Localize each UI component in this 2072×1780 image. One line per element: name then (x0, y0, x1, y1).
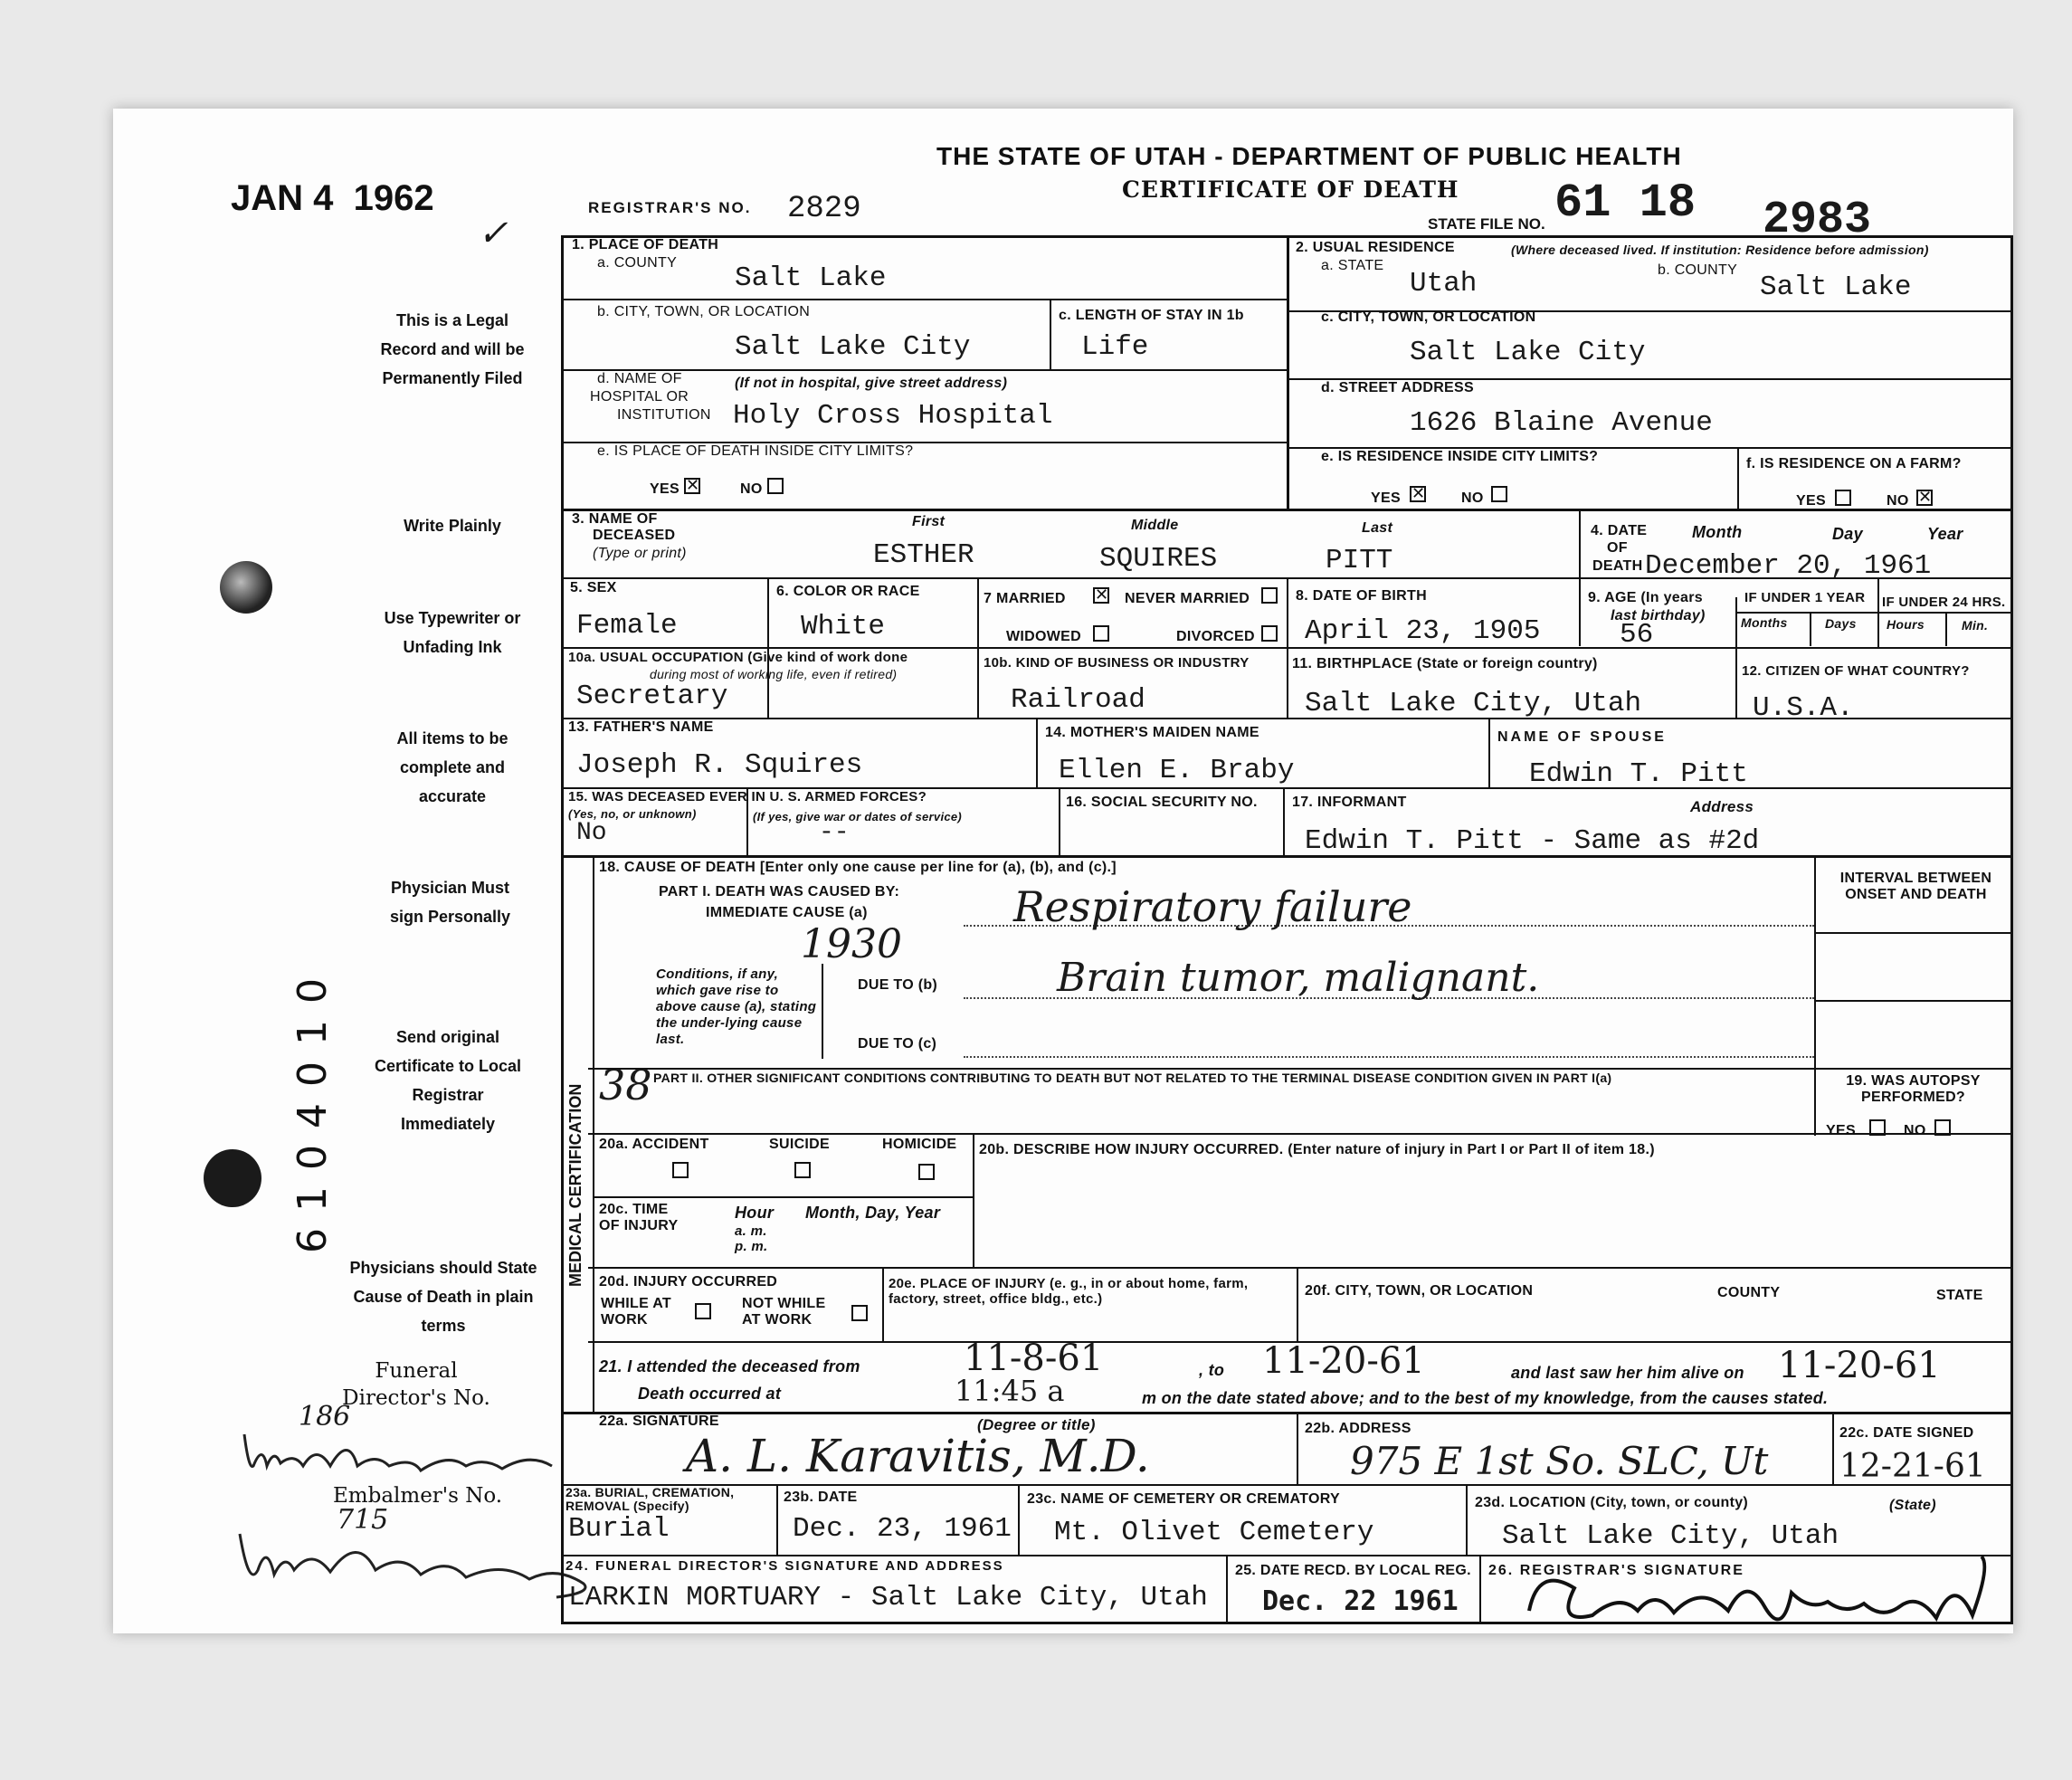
funeral-director-no-label: Funeral Director's No. (342, 1359, 490, 1410)
state-file-no: 61 18 (1554, 176, 1697, 230)
sex: Female (576, 610, 678, 642)
last-name: PITT (1326, 545, 1393, 576)
embalmer-no: 715 (337, 1504, 389, 1536)
death-limits-no-checkbox[interactable] (767, 478, 784, 494)
birthplace: Salt Lake City, Utah (1305, 688, 1642, 719)
physician-address: 975 E 1st So. SLC, Ut (1350, 1439, 1769, 1483)
citizen: U.S.A. (1753, 692, 1854, 724)
location-label: 23d. LOCATION (City, town, or county) (1475, 1495, 1749, 1510)
registrar-signature-label: 26. REGISTRAR'S SIGNATURE (1488, 1563, 1744, 1578)
department-heading: THE STATE OF UTAH - DEPARTMENT OF PUBLIC HEALTH (936, 142, 1682, 170)
business-label: 10b. KIND OF BUSINESS OR INDUSTRY (984, 655, 1250, 671)
armed-forces: No (576, 819, 607, 847)
state-file-label: STATE FILE NO. (1428, 215, 1545, 233)
armed-sub-1: (Yes, no, or unknown) (568, 807, 697, 821)
attended-to: 11-20-61 (1262, 1340, 1425, 1382)
registrar-no: 2829 (787, 192, 861, 226)
min-label: Min. (1962, 618, 1989, 633)
middle-label: Middle (1131, 518, 1179, 533)
immediate-cause: Respiratory failure (1013, 882, 1412, 931)
hospital: Holy Cross Hospital (733, 400, 1053, 432)
farm-yes-checkbox[interactable] (1835, 490, 1851, 506)
first-label: First (912, 514, 946, 529)
onset-note-year: 1930 (801, 921, 902, 967)
informant-address-label: Address (1690, 798, 1754, 815)
injury-how-label: 20b. DESCRIBE HOW INJURY OCCURRED. (Enter nature of injury in Part I or Part II of item 18.) (979, 1142, 1655, 1157)
attended-label: 21. I attended the deceased from (599, 1357, 860, 1375)
farm-label: f. IS RESIDENCE ON A FARM? (1746, 456, 1962, 471)
death-limits-no-label: NO (740, 481, 763, 497)
item3-label: 3. NAME OF (572, 511, 658, 527)
suicide-label: SUICIDE (769, 1137, 830, 1152)
hour-label: Hour (735, 1204, 775, 1222)
while-at-work-label: WHILE AT WORK (601, 1296, 671, 1328)
onset-note-age: 38 (599, 1061, 652, 1109)
burial: Burial (568, 1513, 670, 1545)
age: 56 (1620, 619, 1654, 651)
death-city-label: b. CITY, TOWN, OR LOCATION (597, 304, 811, 319)
res-county: Salt Lake (1760, 271, 1912, 303)
never-married-checkbox[interactable] (1261, 587, 1278, 604)
note-complete: All items to be complete and accurate (396, 729, 508, 805)
not-while-work-checkbox[interactable] (851, 1305, 868, 1321)
res-state-label: a. STATE (1321, 258, 1384, 273)
occurred-label: Death occurred at (638, 1385, 782, 1403)
injury-state-label: STATE (1936, 1288, 1983, 1303)
middle-name: SQUIRES (1099, 543, 1218, 575)
death-limits-yes-checkbox[interactable]: ✕ (686, 476, 700, 495)
injury-city-label: 20f. CITY, TOWN, OR LOCATION (1305, 1283, 1534, 1299)
sex-label: 5. SEX (570, 580, 617, 595)
mother: Ellen E. Braby (1059, 755, 1295, 786)
widowed-checkbox[interactable] (1093, 625, 1109, 642)
injury-occurred-label: 20d. INJURY OCCURRED (599, 1274, 778, 1290)
last-seen-label: and last saw her him alive on (1511, 1364, 1744, 1382)
death-county: Salt Lake (735, 262, 887, 294)
birthplace-label: 11. BIRTHPLACE (State or foreign country) (1292, 656, 1598, 671)
death-county-label: a. COUNTY (597, 255, 678, 271)
hospital-label-1: HOSPITAL OR (590, 389, 689, 405)
autopsy-yes-checkbox[interactable] (1869, 1119, 1886, 1136)
note-typewriter: Use Typewriter or Unfading Ink (384, 609, 521, 656)
father: Joseph R. Squires (576, 749, 863, 781)
death-limits-yes-label: YES (650, 481, 680, 497)
mdy-label: Month, Day, Year (805, 1204, 941, 1222)
age-label: 9. AGE (In years (1588, 590, 1703, 605)
certificate-title: CERTIFICATE OF DEATH (1122, 176, 1459, 203)
registrar-no-label: REGISTRAR'S NO. (588, 199, 752, 216)
item1-label: 1. PLACE OF DEATH (572, 237, 719, 252)
stay-label: c. LENGTH OF STAY IN 1b (1059, 308, 1244, 323)
item3-label-3: (Type or print) (593, 546, 687, 561)
punch-hole (204, 1149, 261, 1207)
year-label: Year (1927, 525, 1963, 543)
married-checkbox[interactable]: ✕ (1095, 585, 1109, 604)
place-injury-label: 20e. PLACE OF INJURY (e. g., in or about home, farm, factory, street, office bldg., etc.) (889, 1276, 1249, 1307)
res-city-label: c. CITY, TOWN, OR LOCATION (1321, 309, 1536, 325)
note-send-original: Send original Certificate to Local Registrar Immediately (374, 1028, 522, 1133)
funeral-director-no: 186 (299, 1401, 351, 1433)
spouse-label: NAME OF SPOUSE (1497, 729, 1667, 745)
day-label: Day (1832, 525, 1863, 543)
conditions-label: Conditions, if any, which gave rise to above cause (a), stating the under-lying cause last. (656, 966, 817, 1047)
death-city-limits-label: e. IS PLACE OF DEATH INSIDE CITY LIMITS? (597, 443, 914, 459)
signature-label: 22a. SIGNATURE (599, 1414, 719, 1429)
farm-no-label: NO (1887, 493, 1909, 509)
state-file-seq: 2983 (1763, 195, 1872, 246)
due-b-label: DUE TO (b) (858, 977, 938, 993)
homicide-checkbox[interactable] (918, 1164, 935, 1180)
due-to-b: Brain tumor, malignant. (1057, 955, 1540, 1001)
birth-date: April 23, 1905 (1305, 615, 1541, 647)
under-24-hrs-label: IF UNDER 24 HRS. (1882, 595, 2006, 610)
hospital-note: (If not in hospital, give street address) (735, 376, 1008, 391)
residence-note: (Where deceased lived. If institution: Residence before admission) (1511, 243, 1929, 257)
never-married-label: NEVER MARRIED (1125, 591, 1250, 606)
farm-yes-label: YES (1796, 493, 1826, 509)
physician-signature: A. L. Karavitis, M.D. (686, 1430, 1150, 1482)
last-label: Last (1362, 520, 1393, 536)
degree-label: (Degree or title) (977, 1416, 1096, 1433)
physician-address-label: 22b. ADDRESS (1305, 1421, 1411, 1436)
homicide-label: HOMICIDE (882, 1137, 957, 1152)
funeral-director: LARKIN MORTUARY - Salt Lake City, Utah (568, 1582, 1208, 1613)
days-label: Days (1825, 616, 1857, 631)
death-city: Salt Lake City (735, 331, 971, 363)
punch-hole (220, 561, 272, 614)
birth-label: 8. DATE OF BIRTH (1296, 588, 1427, 604)
burial-date: Dec. 23, 1961 (793, 1513, 1012, 1545)
first-name: ESTHER (873, 539, 974, 571)
note-physicians-cause: Physicians should State Cause of Death in plain terms (349, 1259, 537, 1335)
months-label: Months (1741, 615, 1788, 630)
race-label: 6. COLOR OR RACE (776, 584, 920, 599)
occurred-time: 11:45 a (955, 1374, 1065, 1408)
armed-sub-2: (If yes, give war or dates of service) (753, 810, 963, 823)
occurred-tail: m on the date stated above; and to the best of my knowledge, from the causes stated. (1142, 1389, 1829, 1407)
hours-label: Hours (1887, 617, 1925, 632)
attended-from: 11-8-61 (964, 1337, 1104, 1379)
date-signed-label: 22c. DATE SIGNED (1839, 1425, 1974, 1441)
occupation: Secretary (576, 681, 728, 712)
date-signed: 12-21-61 (1839, 1448, 1986, 1485)
burial-label: 23a. BURIAL, CREMATION, REMOVAL (Specify) (566, 1485, 735, 1513)
time-injury-label: 20c. TIME OF INJURY (599, 1202, 679, 1233)
note-physician-sign: Physician Must sign Personally (389, 879, 511, 926)
last-seen: 11-20-61 (1778, 1345, 1941, 1386)
under-1-year-label: IF UNDER 1 YEAR (1744, 590, 1866, 605)
res-city-limits-label: e. IS RESIDENCE INSIDE CITY LIMITS? (1321, 449, 1599, 464)
res-county-label: b. COUNTY (1658, 262, 1738, 278)
business: Railroad (1011, 684, 1145, 716)
widowed-label: WIDOWED (1006, 629, 1081, 644)
item2-label: 2. USUAL RESIDENCE (1296, 240, 1455, 255)
immediate-label: IMMEDIATE CAUSE (a) (706, 905, 868, 920)
mother-label: 14. MOTHER'S MAIDEN NAME (1045, 725, 1259, 740)
month-label: Month (1692, 523, 1743, 541)
res-city: Salt Lake City (1410, 337, 1646, 368)
citizen-label: 12. CITIZEN OF WHAT COUNTRY? (1742, 663, 1970, 679)
received-stamp-date: JAN 4 1962 (231, 178, 434, 218)
res-limits-yes-checkbox[interactable]: ✕ (1411, 484, 1426, 503)
divorced-checkbox[interactable] (1261, 625, 1278, 642)
father-label: 13. FATHER'S NAME (568, 719, 714, 735)
cemetery: Mt. Olivet Cemetery (1054, 1517, 1374, 1548)
age-label-2: last birthday) (1611, 608, 1706, 623)
interval-label: INTERVAL BETWEEN ONSET AND DEATH (1839, 871, 1992, 902)
autopsy-no-label: NO (1904, 1123, 1926, 1138)
occupation-label: 10a. USUAL OCCUPATION (Give kind of work done (568, 650, 908, 665)
date-of-death: December 20, 1961 (1645, 550, 1932, 582)
while-at-work-checkbox[interactable] (695, 1303, 711, 1319)
suicide-checkbox[interactable] (794, 1162, 811, 1178)
hospital-label-d: d. NAME OF (597, 371, 682, 386)
married-label: 7 MARRIED (984, 591, 1066, 606)
occupation-label-2: during most of working life, even if retired) (650, 667, 898, 681)
date-death-label-2: OF (1607, 540, 1628, 556)
accident-checkbox[interactable] (672, 1162, 689, 1178)
ampm-label: a. m. p. m. (735, 1223, 768, 1254)
medical-certification-label: MEDICAL CERTIFICATION (566, 1083, 585, 1287)
note-legal-record: This is a Legal Record and will be Permanently Filed (380, 311, 525, 387)
res-state: Utah (1410, 268, 1478, 300)
street: 1626 Blaine Avenue (1410, 407, 1713, 439)
date-death-label: 4. DATE (1591, 523, 1648, 538)
stay: Life (1081, 331, 1149, 363)
autopsy-no-checkbox[interactable] (1934, 1119, 1951, 1136)
embalmer-no-label: Embalmer's No. (333, 1484, 503, 1508)
res-limits-no-label: NO (1461, 490, 1484, 506)
item3-label-2: DECEASED (593, 528, 676, 543)
hospital-label-2: INSTITUTION (617, 407, 711, 423)
farm-no-checkbox[interactable]: ✕ (1918, 488, 1933, 507)
part1-label: PART I. DEATH WAS CAUSED BY: (659, 884, 900, 900)
vertical-serial-number: 6104010 (290, 962, 336, 1253)
location-state-label: (State) (1889, 1498, 1936, 1513)
cemetery-label: 23c. NAME OF CEMETERY OR CREMATORY (1027, 1491, 1340, 1507)
informant-label: 17. INFORMANT (1292, 795, 1407, 810)
ssn-label: 16. SOCIAL SECURITY NO. (1066, 795, 1258, 810)
cause-label: 18. CAUSE OF DEATH [Enter only one cause per line for (a), (b), and (c).] (599, 860, 1117, 875)
race: White (801, 611, 886, 643)
due-c-label: DUE TO (c) (858, 1036, 937, 1052)
recd-date: Dec. 22 1961 (1262, 1585, 1459, 1617)
res-limits-yes-label: YES (1371, 490, 1401, 506)
street-label: d. STREET ADDRESS (1321, 380, 1474, 395)
autopsy-label: 19. WAS AUTOPSY PERFORMED? (1846, 1073, 1981, 1105)
date-death-label-3: DEATH (1592, 558, 1643, 574)
note-write-plainly: Write Plainly (404, 517, 501, 535)
divorced-label: DIVORCED (1176, 629, 1255, 644)
checkmark: ✓ (478, 213, 508, 254)
not-while-work-label: NOT WHILE AT WORK (742, 1296, 826, 1328)
spouse: Edwin T. Pitt (1529, 758, 1748, 790)
burial-location: Salt Lake City, Utah (1502, 1520, 1839, 1552)
accident-label: 20a. ACCIDENT (599, 1137, 709, 1152)
injury-county-label: COUNTY (1717, 1285, 1781, 1300)
res-limits-no-checkbox[interactable] (1491, 486, 1507, 502)
part2-label: PART II. OTHER SIGNIFICANT CONDITIONS CONTRIBUTING TO DEATH BUT NOT RELATED TO THE TERMINAL DISEASE CONDITION GIVEN IN PART I(a) (653, 1071, 1612, 1085)
informant: Edwin T. Pitt - Same as #2d (1305, 825, 1760, 857)
armed-dates: -- (819, 819, 850, 847)
funeral-director-label: 24. FUNERAL DIRECTOR'S SIGNATURE AND ADDRESS (566, 1558, 1004, 1574)
to-label: , to (1199, 1361, 1225, 1379)
recd-label: 25. DATE RECD. BY LOCAL REG. (1235, 1563, 1471, 1578)
autopsy-yes-label: YES (1826, 1123, 1856, 1138)
armed-forces-label: 15. WAS DECEASED EVER IN U. S. ARMED FORCES? (568, 789, 927, 804)
burial-date-label: 23b. DATE (784, 1490, 858, 1505)
registrar-signature (1520, 1538, 2009, 1656)
